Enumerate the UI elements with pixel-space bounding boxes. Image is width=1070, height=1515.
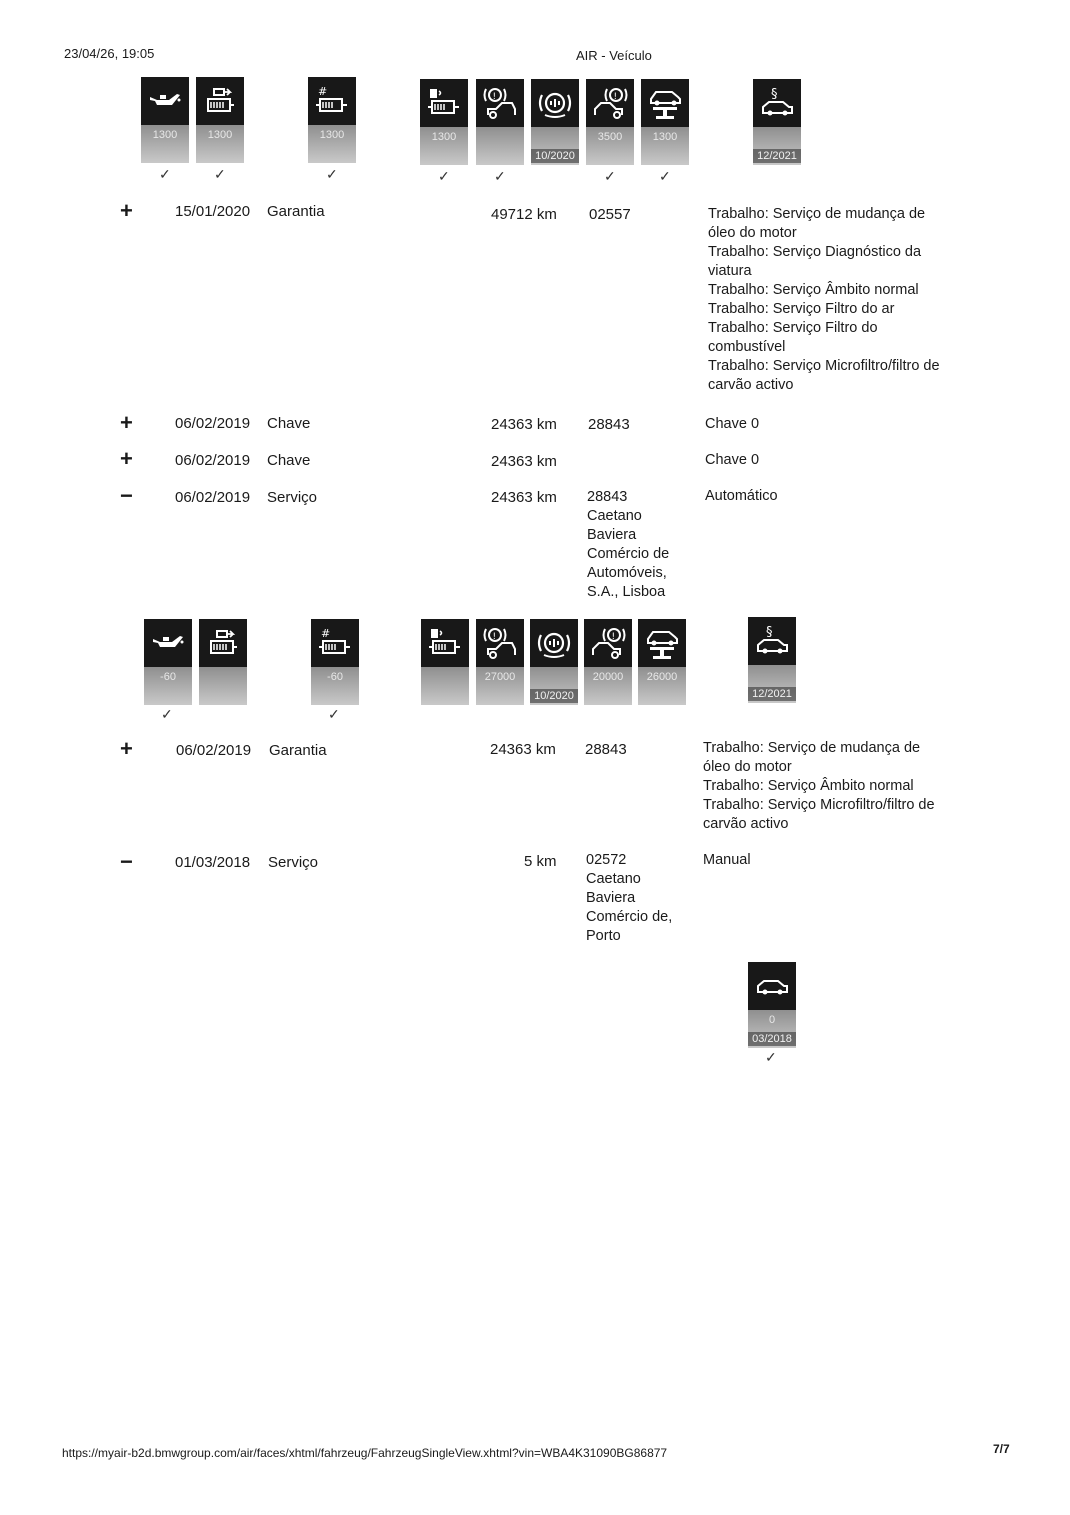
page-title: AIR - Veículo <box>576 48 652 63</box>
entry-description <box>705 451 759 470</box>
service-tile-microfilter <box>420 79 468 165</box>
print-datetime: 23/04/26, 19:05 <box>64 46 155 61</box>
brake-fluid-icon <box>537 85 573 121</box>
entry-mileage: 24363 km <box>491 489 557 506</box>
check-mark: ✓ <box>494 168 506 184</box>
air-filter-icon <box>314 83 350 119</box>
oil-can-icon <box>150 625 186 661</box>
microfilter-icon <box>427 625 463 661</box>
service-tile-microfilter <box>421 619 469 705</box>
description-line: viatura <box>708 263 752 279</box>
tile-value: 3500 <box>597 131 623 143</box>
tile-value: -60 <box>160 671 176 683</box>
description-line: óleo do motor <box>708 225 797 241</box>
service-tile-oil <box>141 77 189 163</box>
dealer-line: Comércio de <box>587 546 670 562</box>
description-line: Chave 0 <box>705 416 760 432</box>
dealer-line: Porto <box>586 928 621 944</box>
description-line: combustível <box>708 339 786 355</box>
legal-inspection-icon <box>759 85 795 121</box>
entry-description <box>705 487 778 506</box>
tile-value: 1300 <box>319 129 345 141</box>
service-tile-fuel-filter <box>196 77 244 163</box>
car-icon <box>754 968 790 1004</box>
check-mark: ✓ <box>604 168 616 184</box>
dealer-line: Baviera <box>586 890 636 906</box>
service-tile-air-filter <box>308 77 356 163</box>
service-tile-vehicle-check <box>638 619 686 705</box>
entry-date: 06/02/2019 <box>175 452 251 469</box>
check-mark: ✓ <box>161 706 173 722</box>
dealer-line: Comércio de, <box>586 909 673 925</box>
entry-dealer-code: 02557 <box>589 206 631 223</box>
service-tile-inspection <box>753 79 801 165</box>
description-line: óleo do motor <box>703 759 792 775</box>
service-tile-rear-brakes <box>584 619 632 705</box>
collapse-toggle[interactable]: − <box>120 849 133 874</box>
service-tile-front-brakes <box>476 79 524 165</box>
expand-toggle[interactable]: + <box>120 446 133 471</box>
description-line: Trabalho: Serviço Microfiltro/filtro de <box>703 797 935 813</box>
dealer-line: Automóveis, <box>587 565 667 581</box>
collapse-toggle[interactable]: − <box>120 483 133 508</box>
check-mark: ✓ <box>326 166 338 182</box>
check-mark: ✓ <box>438 168 450 184</box>
dealer-line: Caetano <box>586 871 641 887</box>
entry-date: 06/02/2019 <box>175 415 251 432</box>
description-line: Trabalho: Serviço de mudança de <box>703 740 921 756</box>
vehicle-lift-icon <box>644 625 680 661</box>
brake-fluid-icon <box>536 625 572 661</box>
tile-date: 03/2018 <box>748 1032 796 1046</box>
vehicle-lift-icon <box>647 85 683 121</box>
service-tile-vehicle-check <box>641 79 689 165</box>
entry-mileage: 49712 km <box>491 206 557 223</box>
dealer-line: 28843 <box>587 489 628 505</box>
rear-brake-icon <box>592 85 628 121</box>
page-url: https://myair-b2d.bmwgroup.com/air/faces/xhtml/fahrzeug/FahrzeugSingleView.xhtml?vin=WBA4K31090BG86877 <box>62 1446 668 1460</box>
tile-value: 1300 <box>152 129 178 141</box>
tile-value: 0 <box>768 1014 776 1026</box>
oil-can-icon <box>147 83 183 119</box>
entry-type: Chave <box>267 452 311 469</box>
entry-dealer-code: 28843 <box>585 741 627 758</box>
tile-value: 1300 <box>431 131 457 143</box>
entry-mileage: 24363 km <box>491 416 557 433</box>
tile-value: 1300 <box>207 129 233 141</box>
entry-description <box>705 415 759 434</box>
service-tile-brake-fluid <box>530 619 578 705</box>
description-line: Trabalho: Serviço Filtro do <box>708 320 878 336</box>
air-filter-icon <box>317 625 353 661</box>
tile-value: 26000 <box>646 671 678 683</box>
service-tile-oil <box>144 619 192 705</box>
description-line: Trabalho: Serviço Filtro do ar <box>708 301 895 317</box>
tile-value: 1300 <box>652 131 678 143</box>
microfilter-icon <box>426 85 462 121</box>
tile-date: 10/2020 <box>531 149 579 163</box>
entry-dealer <box>586 851 696 946</box>
front-brake-icon <box>482 85 518 121</box>
entry-mileage: 24363 km <box>490 741 556 758</box>
fuel-filter-icon <box>202 83 238 119</box>
entry-date: 01/03/2018 <box>175 854 251 871</box>
entry-dealer <box>587 488 697 602</box>
expand-toggle[interactable]: + <box>120 736 133 761</box>
dealer-line: 02572 <box>586 852 627 868</box>
expand-toggle[interactable]: + <box>120 198 133 223</box>
entry-description <box>708 205 958 395</box>
service-tile-brake-fluid <box>531 79 579 165</box>
service-tile-air-filter <box>311 619 359 705</box>
description-line: Chave 0 <box>705 452 760 468</box>
service-tile-vehicle <box>748 962 796 1048</box>
tile-value: 27000 <box>484 671 516 683</box>
description-line: Trabalho: Serviço Âmbito normal <box>703 778 914 794</box>
service-tile-fuel-filter <box>199 619 247 705</box>
entry-date: 15/01/2020 <box>175 203 251 220</box>
check-mark: ✓ <box>328 706 340 722</box>
entry-type: Garantia <box>269 742 327 759</box>
description-line: Trabalho: Serviço de mudança de <box>708 206 926 222</box>
tile-date: 10/2020 <box>530 689 578 703</box>
front-brake-icon <box>482 625 518 661</box>
description-line: Automático <box>705 488 778 504</box>
service-tile-inspection <box>748 617 796 703</box>
fuel-filter-icon <box>205 625 241 661</box>
dealer-line: S.A., Lisboa <box>587 584 666 600</box>
page-number: 7/7 <box>993 1442 1010 1456</box>
description-line: carvão activo <box>708 377 794 393</box>
entry-type: Serviço <box>268 854 319 871</box>
legal-inspection-icon <box>754 623 790 659</box>
description-line: Manual <box>703 852 751 868</box>
entry-type: Garantia <box>267 203 325 220</box>
entry-type: Serviço <box>267 489 318 506</box>
entry-type: Chave <box>267 415 311 432</box>
entry-mileage: 5 km <box>524 853 557 870</box>
description-line: carvão activo <box>703 816 789 832</box>
tile-date: 12/2021 <box>748 687 796 701</box>
description-line: Trabalho: Serviço Diagnóstico da <box>708 244 922 260</box>
check-mark: ✓ <box>765 1049 777 1065</box>
entry-date: 06/02/2019 <box>176 742 252 759</box>
tile-date: 12/2021 <box>753 149 801 163</box>
expand-toggle[interactable]: + <box>120 410 133 435</box>
entry-dealer-code: 28843 <box>588 416 630 433</box>
tile-value: 20000 <box>592 671 624 683</box>
description-line: Trabalho: Serviço Microfiltro/filtro de <box>708 358 940 374</box>
service-tile-rear-brakes <box>586 79 634 165</box>
entry-description <box>703 739 953 834</box>
rear-brake-icon <box>590 625 626 661</box>
service-tile-front-brakes <box>476 619 524 705</box>
check-mark: ✓ <box>659 168 671 184</box>
entry-mileage: 24363 km <box>491 453 557 470</box>
description-line: Trabalho: Serviço Âmbito normal <box>708 282 919 298</box>
dealer-line: Baviera <box>587 527 637 543</box>
entry-date: 06/02/2019 <box>175 489 251 506</box>
check-mark: ✓ <box>159 166 171 182</box>
tile-value: -60 <box>327 671 343 683</box>
dealer-line: Caetano <box>587 508 642 524</box>
check-mark: ✓ <box>214 166 226 182</box>
entry-description <box>703 851 751 870</box>
